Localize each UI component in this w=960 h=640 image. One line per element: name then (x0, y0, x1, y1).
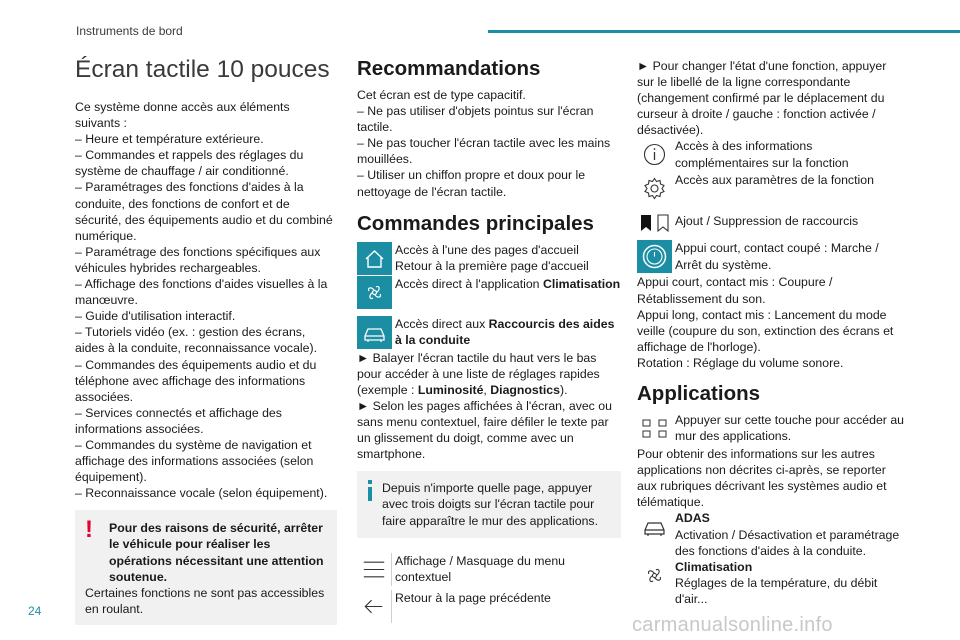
back-text: Retour à la page précédente (395, 590, 551, 605)
header-accent-bar (488, 30, 960, 33)
home-command-text-2: Retour à la première page d'accueil (395, 258, 589, 273)
safety-warning-box (75, 510, 337, 625)
home-command-row (357, 242, 621, 276)
info-text: Depuis n'importe quelle page, appuyer avec trois doigts sur l'écran tactile pour faire apparaître le mur des applications. (382, 481, 598, 528)
menu-toggle-row (357, 553, 621, 587)
bookmark-icon (637, 206, 672, 239)
swipe-instruction: ► Balayer l'écran tactile du haut vers le bas pour accéder à une liste de réglages rapides (exemple : Luminosité, Diagnostics). (357, 350, 600, 397)
page-title: Écran tactile 10 pouces (75, 56, 330, 83)
warning-exclamation-icon: ! (85, 516, 93, 544)
info-circle-icon (637, 138, 672, 171)
scroll-instruction: ► Selon les pages affichées à l'écran, avec ou sans menu contextuel, faire défiler le texte par un glissement du doigt, comme avec un smartphone. (357, 398, 612, 462)
feature-item: – Commandes des équipements audio et du téléphone avec affichage des informations associées. (75, 357, 317, 404)
climate-command-text: Accès direct à l'application Climatisation (395, 276, 621, 291)
recommendations-heading: Recommandations (357, 57, 541, 80)
info-icon (368, 480, 372, 502)
feature-item: – Commandes du système de navigation et affichage des informations associées (selon équipement). (75, 437, 314, 485)
applications-heading: Applications (637, 382, 761, 406)
toggle-state-instruction: ► Pour changer l'état d'une fonction, appuyer sur le libellé de la ligne correspondante (changement confirmé par le déplacement du curseur à droite / gauche : fonction activée / désactivée). (637, 59, 887, 138)
climate-command-row (357, 276, 621, 310)
warning-text: Certaines fonctions ne sont pas accessibles en roulant. (85, 585, 325, 616)
climate-app-row (637, 559, 905, 607)
power-icon (637, 240, 672, 273)
apps-text: Appuyer sur cette touche pour accéder au mur des applications. (675, 413, 904, 444)
warning-bold-text: Pour des raisons de sécurité, arrêter le véhicule pour réaliser les opérations nécessitant une attention soutenue. (109, 521, 324, 584)
info-function-text: Accès à des informations complémentaires sur la fonction (675, 139, 849, 170)
gear-icon (637, 172, 672, 205)
power-line: Rotation : Réglage du volume sonore. (637, 355, 844, 370)
feature-item: – Services connectés et affichage des informations associées. (75, 405, 282, 436)
fan-icon (357, 276, 392, 309)
intro-text: Ce système donne accès aux éléments suivants : (75, 100, 290, 131)
back-arrow-icon (357, 590, 392, 623)
adas-command-row (357, 316, 621, 350)
back-row (357, 590, 621, 624)
feature-item: – Heure et température extérieure. (75, 132, 264, 147)
climate-app-title: Climatisation (675, 559, 753, 574)
home-icon (357, 242, 392, 275)
feature-item: – Paramétrages des fonctions d'aides à la conduite, des fonctions de confort et de sécurité, des équipements audio et du combiné numérique. (75, 180, 333, 243)
power-line: Appui long, contact mis : Lancement du mode veille (coupure du son, extinction des écrans et affichage de l'horloge). (637, 307, 894, 354)
column-3 (637, 58, 905, 607)
running-header: Instruments de bord (76, 24, 183, 38)
shortcut-text: Ajout / Suppression de raccourcis (675, 214, 859, 229)
feature-list (75, 131, 337, 501)
fan-outline-icon (637, 559, 672, 592)
power-text: Appui court, contact coupé : Marche / Arrêt du système. (675, 241, 879, 272)
settings-function-text: Accès aux paramètres de la fonction (675, 173, 874, 188)
hamburger-menu-icon (357, 553, 392, 586)
page-number: 24 (28, 604, 42, 618)
car-outline-icon (637, 510, 672, 543)
info-function-row (637, 138, 905, 172)
adas-app-row (637, 510, 905, 558)
settings-function-row (637, 172, 905, 206)
main-commands-heading: Commandes principales (357, 211, 594, 235)
info-box (357, 471, 621, 537)
rec-line: – Ne pas toucher l'écran tactile avec les mains mouillées. (357, 136, 611, 167)
adas-app-title: ADAS (675, 511, 710, 526)
apps-row (637, 412, 905, 446)
column-2 (357, 57, 621, 624)
feature-item: – Tutoriels vidéo (ex. : gestion des écrans, aides à la conduite, reconnaissance vocale). (75, 325, 317, 356)
power-line: Appui court, contact mis : Coupure / Rétablissement du son. (637, 275, 833, 306)
watermark: carmanualsonline.info (632, 614, 833, 636)
rec-line: – Utiliser un chiffon propre et doux pour le nettoyage de l'écran tactile. (357, 168, 586, 199)
feature-item: – Paramétrage des fonctions spécifiques aux véhicules hybrides rechargeables. (75, 244, 321, 275)
column-1 (75, 56, 337, 625)
climate-app-text: Réglages de la température, du débit d'air... (675, 575, 878, 606)
rec-line: – Ne pas utiliser d'objets pointus sur l'écran tactile. (357, 104, 594, 135)
feature-item: – Affichage des fonctions d'aides visuelles à la manœuvre. (75, 277, 328, 308)
adas-app-text: Activation / Désactivation et paramétrage des fonctions d'aides à la conduite. (675, 527, 900, 558)
rec-line: Cet écran est de type capacitif. (357, 88, 526, 102)
feature-item: – Reconnaissance vocale (selon équipement). (75, 486, 328, 501)
feature-item: – Guide d'utilisation interactif. (75, 309, 236, 324)
power-row (637, 240, 905, 274)
shortcut-row (637, 206, 905, 240)
apps-grid-icon (637, 412, 672, 445)
home-command-text: Accès à l'une des pages d'accueil (395, 242, 579, 257)
menu-toggle-text: Affichage / Masquage du menu contextuel (395, 553, 565, 584)
feature-item: – Commandes et rappels des réglages du système de chauffage / air conditionné. (75, 148, 304, 179)
apps-paragraph: Pour obtenir des informations sur les autres applications non décrites ci-après, se reporter aux rubriques décrivant les systèmes audio et télématique. (637, 447, 887, 510)
adas-command-text: Accès direct aux Raccourcis des aides à la conduite (395, 316, 615, 347)
car-icon (357, 316, 392, 349)
